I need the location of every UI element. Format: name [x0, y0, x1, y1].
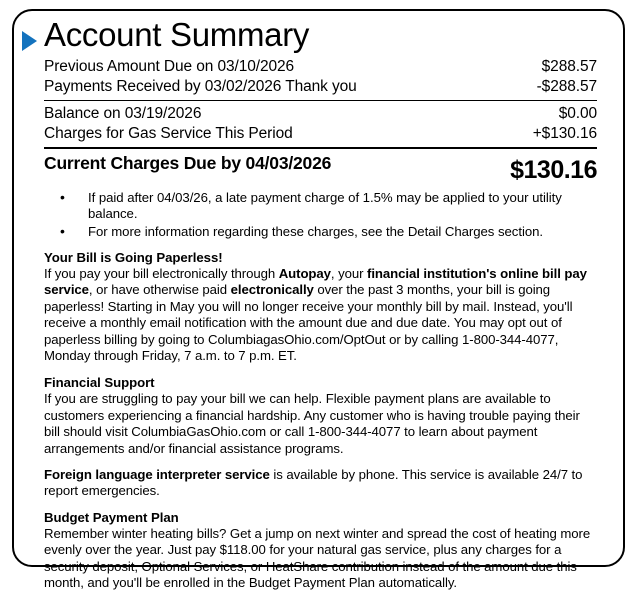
summary-row — [44, 57, 597, 77]
summary-row-label: Previous Amount Due on 03/10/2026 — [44, 58, 295, 75]
budget-payment-plan-heading: Budget Payment Plan — [44, 509, 179, 525]
right-triangle-marker-icon — [22, 31, 37, 51]
page-title: Account Summary — [44, 16, 310, 53]
paperless-heading: Your Bill is Going Paperless! — [44, 250, 223, 265]
current-charges-block — [30, 153, 605, 185]
financial-support-body: If you are struggling to pay your bill we can help. Flexible payment plans are available to customers experiencing a financial hardship. Any customer who is having trouble paying their bill should visit ColumbiaGasOhio.com or call 1-800-344-4077 to learn about payment arrangements and/or financial assistance programs. — [44, 391, 580, 456]
current-charges-label: Current Charges Due by 04/03/2026 — [44, 153, 332, 173]
interpreter-service-body: Foreign language interpreter service is available by phone. This service is available 24/7 to report emergencies. — [44, 467, 583, 499]
current-charges-amount: $130.16 — [510, 156, 597, 184]
summary-row-label: Charges for Gas Service This Period — [44, 125, 293, 142]
title-row — [30, 15, 605, 56]
summary-row-amount: $0.00 — [558, 105, 597, 122]
summary-row-amount: $288.57 — [541, 58, 597, 75]
budget-payment-plan-body: Remember winter heating bills? Get a jump on next winter and spread the cost of heating more evenly over the year. Just pay $118.00 for your natural gas service, plus any charges for a security deposit, Optional Services, or HeatShare contribution instead of the amount due this month, and you'll be enrolled in the Budget Payment Plan automatically. — [44, 525, 591, 591]
financial-support-heading: Financial Support — [44, 375, 155, 391]
summary-row-amount: +$130.16 — [532, 125, 597, 142]
spacer — [44, 500, 593, 509]
spacer — [44, 364, 593, 374]
list-item: • If paid after 04/03/26, a late payment charge of 1.5% may be applied to your utility balance. — [74, 190, 605, 222]
paperless-body: If you pay your bill electronically through Autopay, your financial institution's online bill pay service, or have otherwise paid electronically over the past 3 months, your bill is going paperless! Starting in May you will no longer receive your monthly bill by mail. Instead, you'll receive a monthly email notification with the amount due and due date. You may opt out of paperless billing by going to ColumbiagasOhio.com/OptOut or by calling 1-800-344-4077, Monday through Friday, 7 a.m. to 7 p.m. ET. — [44, 266, 587, 364]
account-summary-card — [12, 9, 625, 591]
summary-row-amount: -$288.57 — [536, 78, 597, 95]
divider-emphasis — [44, 147, 597, 149]
summary-row — [44, 124, 597, 144]
list-item: • For more information regarding these charges, see the Detail Charges section. — [74, 224, 605, 240]
account-summary-table — [30, 57, 605, 149]
summary-row-label: Payments Received by 03/02/2026 Thank you — [44, 78, 357, 95]
summary-row-label: Balance on 03/19/2026 — [44, 105, 202, 122]
informational-sections — [30, 249, 605, 592]
spacer — [44, 457, 593, 467]
summary-row — [44, 104, 597, 124]
divider — [44, 100, 597, 101]
charge-notes-list — [30, 190, 605, 240]
summary-row — [44, 77, 597, 97]
